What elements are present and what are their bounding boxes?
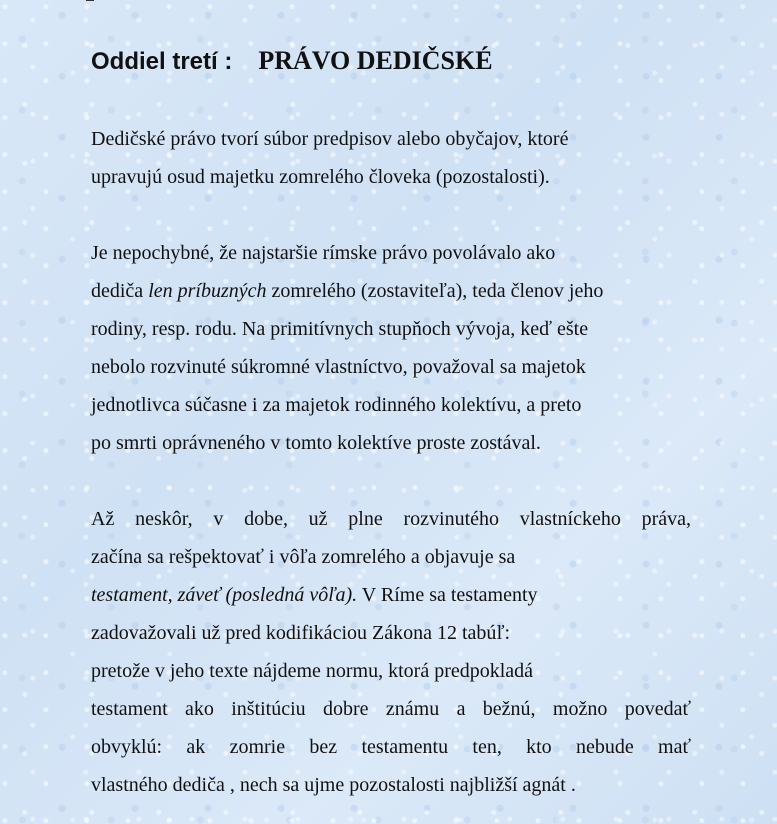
paragraph-testament bbox=[91, 500, 691, 804]
text-line bbox=[91, 690, 691, 728]
emphasis-text: testament, záveť (posledná vôľa). bbox=[91, 584, 358, 606]
text-run: testament ako inštitúciu dobre známu a bežnú, možno povedať bbox=[91, 698, 691, 720]
paragraph-definition bbox=[91, 120, 691, 196]
section-heading bbox=[91, 38, 691, 78]
text-run: nebolo rozvinuté súkromné vlastníctvo, považoval sa majetok bbox=[91, 356, 586, 378]
text-run: zomrelého (zostaviteľa), teda členov jeho bbox=[266, 280, 604, 302]
text-line bbox=[91, 728, 691, 766]
text-run: Až neskôr, v dobe, už plne rozvinutého vlastníckeho práva, bbox=[91, 508, 691, 530]
text-run: začína sa rešpektovať i vôľa zomrelého a objavuje sa bbox=[91, 546, 516, 568]
text-run: V Ríme sa testamenty bbox=[357, 584, 538, 606]
text-line bbox=[91, 158, 691, 196]
text-run: jednotlivca súčasne i za majetok rodinného kolektívu, a preto bbox=[91, 394, 582, 416]
text-run: upravujú osud majetku zomrelého človeka (pozostalosti). bbox=[91, 166, 550, 188]
text-line bbox=[91, 538, 691, 576]
text-run: zadovažovali už pred kodifikáciou Zákona 12 tabúľ: bbox=[91, 622, 511, 644]
text-run: Dedičské právo tvorí súbor predpisov alebo obyčajov, ktoré bbox=[91, 128, 569, 150]
text-run: obvyklú: ak zomrie bez testamentu ten, kto nebude mať bbox=[91, 736, 691, 758]
text-line bbox=[91, 614, 691, 652]
text-run: dediča bbox=[91, 280, 149, 302]
text-run: po smrti oprávneného v tomto kolektíve proste zostával. bbox=[91, 432, 541, 454]
paragraph-history bbox=[91, 234, 691, 462]
text-line bbox=[91, 576, 691, 614]
text-line bbox=[91, 424, 691, 462]
text-line bbox=[91, 120, 691, 158]
text-line bbox=[91, 310, 691, 348]
text-line bbox=[91, 766, 691, 804]
top-edge-mark bbox=[86, 0, 94, 1]
text-line bbox=[91, 386, 691, 424]
section-label: Oddiel tretí : bbox=[91, 48, 233, 75]
text-line bbox=[91, 500, 691, 538]
text-line bbox=[91, 348, 691, 386]
text-run: vlastného dediča , nech sa ujme pozostalosti najbližší agnát . bbox=[91, 774, 576, 796]
text-run: Je nepochybné, že najstaršie rímske právo povolávalo ako bbox=[91, 242, 556, 264]
text-run: pretože v jeho texte nájdeme normu, ktorá predpokladá bbox=[91, 660, 534, 682]
text-line bbox=[91, 234, 691, 272]
text-run: rodiny, resp. rodu. Na primitívnych stupňoch vývoja, keď ešte bbox=[91, 318, 589, 340]
document-page bbox=[91, 38, 691, 804]
text-line bbox=[91, 652, 691, 690]
emphasis-text: len príbuzných bbox=[148, 280, 267, 302]
text-line bbox=[91, 272, 691, 310]
section-title: PRÁVO DEDIČSKÉ bbox=[258, 46, 493, 75]
